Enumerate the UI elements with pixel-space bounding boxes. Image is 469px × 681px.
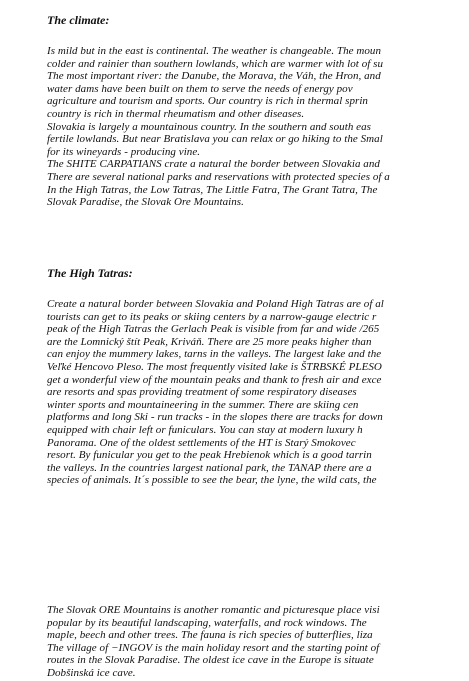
high-tatras-text [47, 298, 469, 487]
climate-text [47, 45, 469, 209]
text-line: platforms and long Ski - run tracks - in the slopes there are tracks for down [47, 411, 383, 424]
text-line: The most important river: the Danube, the Morava, the Váh, the Hron, and [47, 70, 381, 83]
text-line: equipped with chair left or funiculars. You can stay at modern luxury h [47, 423, 363, 436]
text-line: can enjoy the mummery lakes, tarns in the valleys. The largest lake and the [47, 348, 382, 361]
text-line: maple, beech and other trees. The fauna is rich species of butterflies, liza [47, 629, 373, 642]
text-line: agriculture and tourism and sports. Our country is rich in thermal sprin [47, 95, 368, 108]
text-line: The village of −INGOV is the main holiday resort and the starting point of [47, 641, 380, 654]
text-line: Dobšinská ice cave. [47, 666, 136, 679]
text-line: tourists can get to its peaks or skiing centers by a narrow-gauge electric r [47, 310, 377, 323]
text-line: the valleys. In the countries largest national park, the TANAP there are a [47, 461, 372, 474]
high-tatras-heading: The High Tatras: [47, 266, 133, 280]
text-line: The SHITE CARPATIANS crate a natural the border between Slovakia and [47, 158, 380, 171]
text-line: fertile lowlands. But near Bratislava you can relax or go hiking to the Smal [47, 133, 383, 146]
text-line: Slovak Paradise, the Slovak Ore Mountains. [47, 196, 244, 209]
text-line: for its wineyards - producing vine. [47, 145, 201, 158]
text-line: species of animals. It´s possible to see the bear, the lyne, the wild cats, the [47, 474, 377, 487]
text-line: resort. By funicular you get to the peak Hrebienok which is a good tarrin [47, 449, 372, 462]
text-line: There are several national parks and reservations with protected species of a [47, 170, 390, 183]
text-line: Create a natural border between Slovakia and Poland High Tatras are of al [47, 298, 384, 310]
text-line: country is rich in thermal rheumatism and other diseases. [47, 107, 305, 120]
text-line: popular by its beautiful landscaping, waterfalls, and rock windows. The [47, 616, 367, 629]
text-line: Slovakia is largely a mountainous country. In the southern and south eas [47, 120, 371, 133]
text-line: are the Lomnický štít Peak, Kriváň. There are 25 more peaks higher than [47, 335, 372, 348]
text-line: are resorts and spas providing treatment of some respiratory diseases [47, 386, 357, 399]
text-line: colder and rainier than southern lowlands, which are warmer with lot of su [47, 57, 384, 70]
text-line: winter sports and mountaineering in the summer. There are skiing cen [47, 398, 359, 411]
climate-heading: The climate: [47, 13, 110, 27]
text-line: routes in the Slovak Paradise. The oldest ice cave in the Europe is situate [47, 654, 374, 667]
text-line: The Slovak ORE Mountains is another romantic and picturesque place visi [47, 604, 380, 616]
text-line: get a wonderful view of the mountain peaks and thank to fresh air and exce [47, 373, 382, 386]
text-line: In the High Tatras, the Low Tatras, The Little Fatra, The Grant Tatra, The [47, 183, 378, 196]
text-line: Panorama. One of the oldest settlements of the HT is Starý Smokovec [47, 436, 356, 449]
text-line: water dams have been built on them to serve the needs of energy pov [47, 82, 353, 95]
text-line: peak of the High Tatras the Gerlach Peak is visible from far and wide /265 [47, 323, 380, 336]
ore-mountains-text [47, 604, 469, 680]
text-line: Veľké Hencovo Pleso. The most frequently visited lake is ŠTRBSKÉ PLESO [47, 360, 382, 373]
text-line: Is mild but in the east is continental. The weather is changeable. The moun [47, 45, 382, 57]
